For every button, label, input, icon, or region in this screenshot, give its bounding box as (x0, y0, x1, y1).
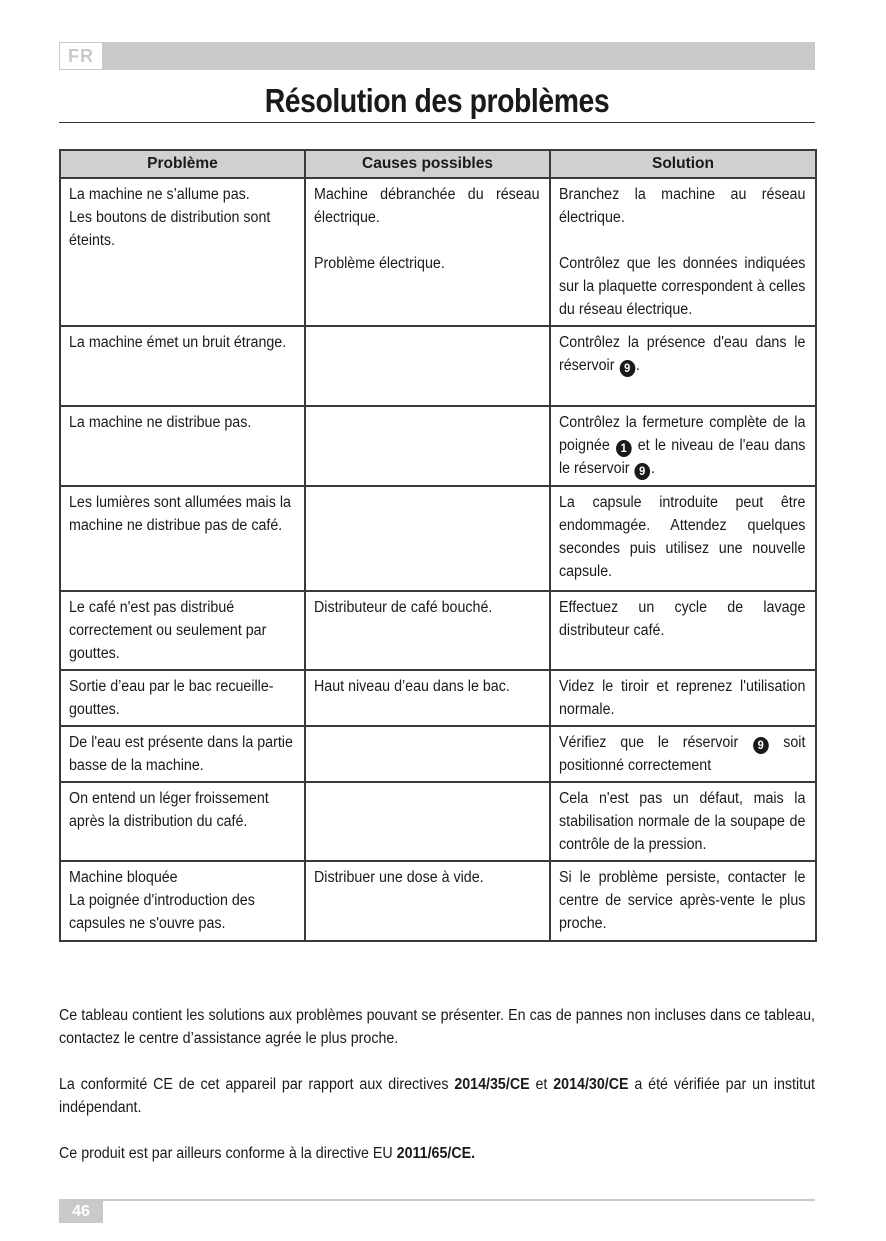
causes-cell (305, 178, 550, 326)
note-text: a été vérifiée par un institut indépendant. (59, 1076, 816, 1116)
solution-text: Cela n'est pas un défaut, mais la stabilisation normale de la soupape de contrôle de la pression. (559, 790, 806, 853)
solution-cell (550, 726, 816, 782)
table-row (60, 670, 816, 726)
footer-divider (59, 1199, 815, 1201)
note-text: et (529, 1076, 554, 1093)
problem-cell (60, 782, 305, 861)
notes-section (59, 1004, 815, 1188)
table-row (60, 326, 816, 406)
reservoir-9-icon: 9 (619, 360, 635, 377)
solution-text: Contrôlez la fermeture complète de la poignée (559, 414, 806, 454)
problem-text: La machine ne s’allume pas. (69, 186, 250, 203)
solution-cell (550, 670, 816, 726)
problem-cell (60, 726, 305, 782)
solution-text: Branchez la machine au réseau électrique. (559, 186, 806, 226)
solution-text: . (650, 460, 655, 477)
solution-text: Contrôlez que les données indiquées sur la plaquette correspondent à celles du réseau électrique. (559, 255, 806, 318)
directive-number: 2014/35/CE (454, 1076, 530, 1093)
page-title: Résolution des problèmes (264, 82, 610, 119)
solution-cell (550, 406, 816, 486)
table-row (60, 726, 816, 782)
solution-text: . (635, 357, 640, 374)
causes-cell (305, 591, 550, 670)
cause-text: Haut niveau d’eau dans le bac. (314, 678, 510, 695)
solution-cell (550, 861, 816, 941)
cause-text: Problème électrique. (314, 255, 445, 272)
causes-cell (305, 670, 550, 726)
note-paragraph (59, 1073, 815, 1119)
cause-text: Distributeur de café bouché. (314, 599, 493, 616)
problem-cell (60, 406, 305, 486)
solution-text: Contrôlez la présence d'eau dans le réservoir (559, 334, 806, 374)
causes-cell (305, 326, 550, 406)
solution-cell (550, 178, 816, 326)
problem-text: Sortie d’eau par le bac recueille-gouttes. (69, 678, 274, 718)
problem-text: Le café n'est pas distribué correctement ou seulement par gouttes. (69, 599, 267, 662)
problem-cell (60, 591, 305, 670)
note-text: Ce produit est par ailleurs conforme à la directive EU (59, 1145, 397, 1162)
cause-text: Distribuer une dose à vide. (314, 869, 484, 886)
language-header-bar (59, 42, 815, 70)
solution-cell (550, 326, 816, 406)
table-row (60, 591, 816, 670)
problem-text: Les lumières sont allumées mais la machine ne distribue pas de café. (69, 494, 291, 534)
problem-cell (60, 178, 305, 326)
solution-cell (550, 782, 816, 861)
problem-text: La poignée d'introduction des capsules ne s'ouvre pas. (69, 892, 255, 932)
causes-cell (305, 861, 550, 941)
problem-text: La machine ne distribue pas. (69, 414, 252, 431)
solution-text: et le niveau de l'eau dans le réservoir (559, 437, 806, 477)
table-row (60, 782, 816, 861)
problem-cell (60, 326, 305, 406)
table-row (60, 486, 816, 591)
table-row (60, 406, 816, 486)
column-header-causes: Causes possibles (305, 150, 550, 178)
solution-text: La capsule introduite peut être endommagée. Attendez quelques secondes puis utilisez une nouvelle capsule. (559, 494, 806, 580)
troubleshooting-table (59, 149, 817, 942)
column-header-solution: Solution (550, 150, 816, 178)
handle-1-icon: 1 (616, 440, 632, 457)
page-number: 46 (59, 1201, 103, 1223)
solution-text: Effectuez un cycle de lavage distributeur café. (559, 599, 806, 639)
table-row (60, 178, 816, 326)
causes-cell (305, 782, 550, 861)
cause-text: Machine débranchée du réseau électrique. (314, 186, 540, 226)
note-paragraph: Ce tableau contient les solutions aux problèmes pouvant se présenter. En cas de pannes non incluses dans ce tableau, contactez le centre d’assistance agrée le plus proche. (59, 1007, 816, 1047)
solution-text: Si le problème persiste, contacter le centre de service après-vente le plus proche. (559, 869, 806, 932)
column-header-problem: Problème (60, 150, 305, 178)
reservoir-9-icon: 9 (753, 737, 769, 754)
directive-number: 2014/30/CE (553, 1076, 629, 1093)
problem-text: Les boutons de distribution sont éteints. (69, 209, 271, 249)
note-text: La conformité CE de cet appareil par rapport aux directives (59, 1076, 455, 1093)
note-paragraph (59, 1142, 815, 1165)
solution-text: soit positionné correctement (559, 734, 806, 774)
causes-cell (305, 406, 550, 486)
solution-cell (550, 486, 816, 591)
solution-cell (550, 591, 816, 670)
causes-cell (305, 726, 550, 782)
directive-number: 2011/65/CE. (396, 1145, 476, 1162)
causes-cell (305, 486, 550, 591)
language-tag: FR (59, 42, 103, 70)
reservoir-9-icon: 9 (634, 463, 650, 480)
problem-cell (60, 861, 305, 941)
problem-cell (60, 486, 305, 591)
solution-text: Vérifiez que le réservoir (559, 734, 752, 751)
problem-text: De l'eau est présente dans la partie basse de la machine. (69, 734, 293, 774)
title-divider (59, 122, 815, 123)
problem-text: Machine bloquée (69, 869, 178, 886)
table-row (60, 861, 816, 941)
problem-text: On entend un léger froissement après la distribution du café. (69, 790, 269, 830)
problem-text: La machine émet un bruit étrange. (69, 334, 287, 351)
solution-text: Videz le tiroir et reprenez l'utilisation normale. (559, 678, 806, 718)
problem-cell (60, 670, 305, 726)
table-header-row (60, 150, 816, 178)
